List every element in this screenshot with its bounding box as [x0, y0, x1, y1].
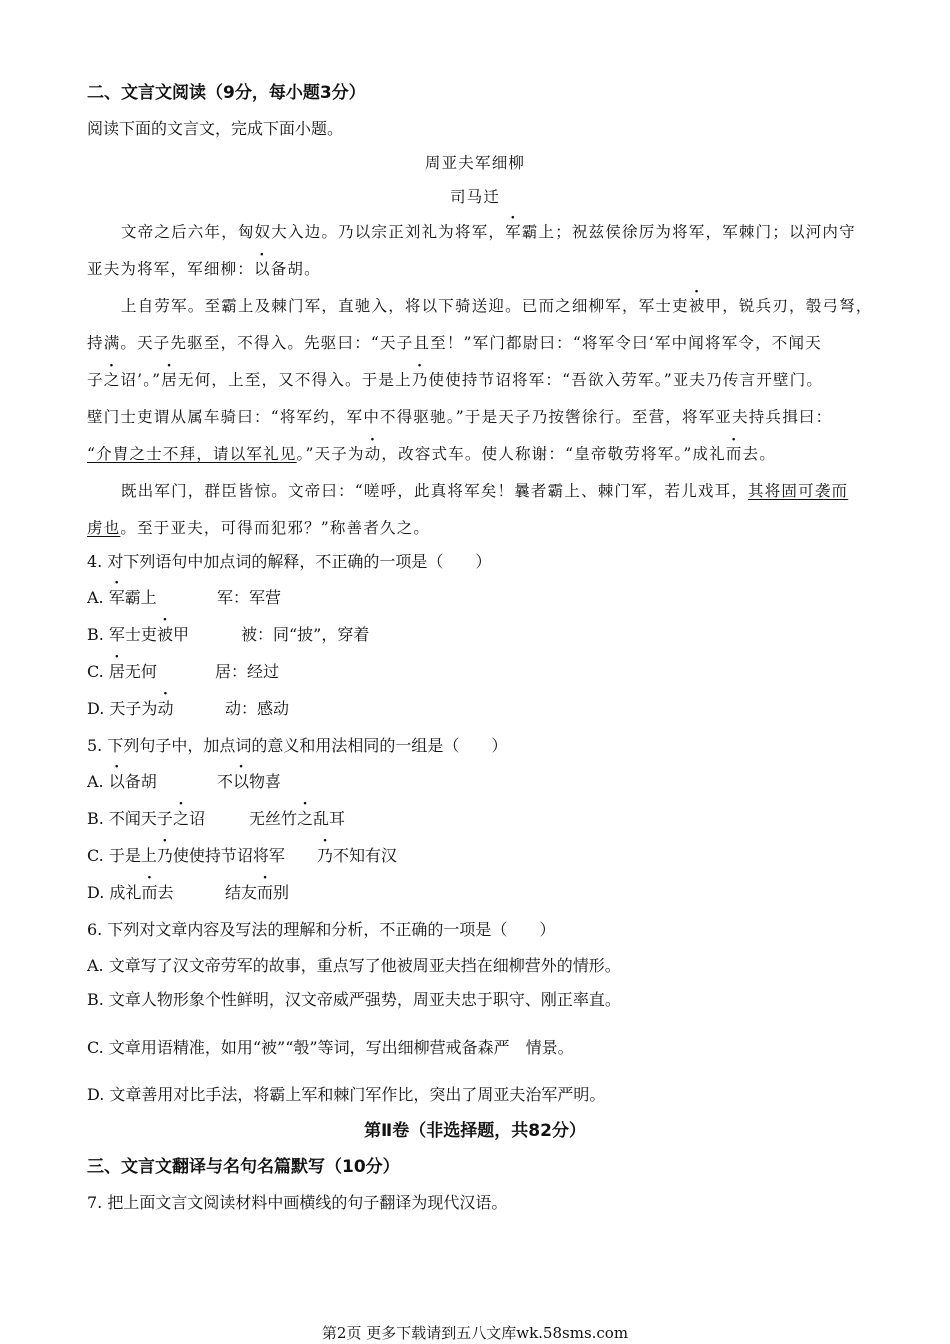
q4-option-b[interactable]: B. 军士吏被甲 — [87, 625, 189, 644]
section-2-heading: 二、文言文阅读（9分，每小题3分） — [87, 83, 366, 103]
q4-option-b-explanation: 被：同“披”，穿着 — [241, 625, 370, 644]
passage-author: 司马迁 — [449, 188, 501, 206]
dotted-char: 乃 — [156, 846, 173, 865]
underlined-sentence-2-end: 虏也 — [87, 519, 121, 537]
dotted-char: 动 — [157, 699, 174, 718]
underlined-sentence-2: 其将固可袭而 — [748, 482, 849, 500]
q5-option-b[interactable]: B. 不闻天子之诏 — [87, 809, 205, 828]
dotted-char: 居 — [108, 662, 125, 681]
dotted-char: 而 — [141, 883, 158, 902]
q5-option-d[interactable]: D. 成礼而去 — [87, 883, 174, 902]
dotted-char: 以 — [254, 260, 271, 278]
dotted-char: 乃 — [317, 846, 334, 865]
dotted-char: 而 — [725, 445, 743, 463]
dotted-char: 乃 — [411, 371, 429, 389]
q5-option-a[interactable]: A. 以备胡 — [87, 772, 157, 791]
q4-option-c-explanation: 居：经过 — [215, 662, 280, 681]
question-5-stem: 5. 下列句子中，加点词的意义和用法相同的一组是（ ） — [87, 736, 508, 755]
q5-option-c-compare: 乃不知有汉 — [317, 846, 398, 865]
dotted-char: 居 — [161, 371, 179, 389]
dotted-char: 而 — [257, 883, 274, 902]
passage-line-1: 文帝之后六年，匈奴大入边。乃以宗正刘礼为将军，军霸上；祝兹侯徐厉为将军，军棘门；以河内守 — [121, 223, 856, 241]
q4-option-a[interactable]: A. 军霸上 — [87, 588, 157, 607]
q4-option-c[interactable]: C. 居无何 — [87, 662, 157, 681]
part-2-heading: 第Ⅱ卷（非选择题，共82分） — [364, 1121, 586, 1141]
dotted-char: 被 — [688, 297, 706, 315]
passage-line-9: 虏也。至于亚夫，可得而犯邪？”称善者久之。 — [87, 519, 431, 537]
q6-option-d[interactable]: D. 文章善用对比手法，将霸上军和棘门军作比，突出了周亚夫治军严明。 — [87, 1085, 606, 1104]
passage-line-5: 子之诏’。”居无何，上至，又不得入。于是上乃使使持节诏将军：“吾欲入劳军。”亚夫乃传言开壁门。 — [87, 371, 824, 389]
q4-option-d[interactable]: D. 天子为动 — [87, 699, 174, 718]
passage-title: 周亚夫军细柳 — [424, 154, 526, 172]
passage-line-4: 持满。天子先驱至，不得入。先驱曰：“天子且至！”军门都尉曰：“将军令曰‘军中闻将军令，不闻天 — [87, 334, 822, 352]
dotted-char: 之 — [297, 809, 314, 828]
passage-line-3: 上自劳军。至霸上及棘门军，直驰入，将以下骑送迎。已而之细柳军，军士吏被甲，锐兵刃，彀弓弩， — [121, 297, 873, 315]
q4-option-d-explanation: 动：感动 — [225, 699, 290, 718]
passage-line-7: “介胄之士不拜，请以军礼见。”天子为动，改容式车。使人称谢：“皇帝敬劳将军。”成礼而去。 — [87, 445, 777, 463]
q5-option-c[interactable]: C. 于是上乃使使持节诏将军 — [87, 846, 285, 865]
section-2-instruction: 阅读下面的文言文，完成下面小题。 — [87, 119, 344, 138]
question-7-stem: 7. 把上面文言文阅读材料中画横线的句子翻译为现代汉语。 — [87, 1193, 508, 1212]
passage-line-6: 壁门士吏谓从属车骑曰：“将军约，军中不得驱驰。”于是天子乃按辔徐行。至营，将军亚夫持兵揖曰： — [87, 408, 833, 426]
dotted-char: 以 — [108, 772, 125, 791]
dotted-char: 军 — [505, 223, 522, 241]
q6-option-a[interactable]: A. 文章写了汉文帝劳军的故事，重点写了他被周亚夫挡在细柳营外的情形。 — [87, 956, 621, 975]
dotted-char: 以 — [233, 772, 250, 791]
section-3-heading: 三、文言文翻译与名句名篇默写（10分） — [87, 1157, 400, 1177]
q5-option-b-compare: 无丝竹之乱耳 — [249, 809, 346, 828]
dotted-char: 动 — [364, 445, 382, 463]
dotted-char: 军 — [108, 588, 125, 607]
dotted-char: 被 — [156, 625, 173, 644]
passage-line-8: 既出军门，群臣皆惊。文帝曰：“嗟呼，此真将军矣！曩者霸上、棘门军，若儿戏耳，其将固可袭而 — [121, 482, 849, 500]
dotted-char: 之 — [103, 371, 121, 389]
q4-option-a-explanation: 军：军营 — [217, 588, 282, 607]
question-6-stem: 6. 下列对文章内容及写法的理解和分析，不正确的一项是（ ） — [87, 920, 556, 939]
passage-line-2: 亚夫为将军，军细柳：以备胡。 — [87, 260, 321, 278]
q6-option-c[interactable]: C. 文章用语精准，如用“被”“彀”等词，写出细柳营戒备森严 情景。 — [87, 1038, 574, 1057]
q6-option-b[interactable]: B. 文章人物形象个性鲜明，汉文帝威严强势，周亚夫忠于职守、刚正率直。 — [87, 990, 621, 1009]
q5-option-a-compare: 不以物喜 — [217, 772, 282, 791]
underlined-sentence-1: “介胄之士不拜，请以军礼见 — [87, 445, 297, 463]
dotted-char: 之 — [172, 809, 189, 828]
q5-option-d-compare: 结友而别 — [225, 883, 290, 902]
question-4-stem: 4. 对下列语句中加点词的解释，不正确的一项是（ ） — [87, 552, 492, 571]
page-footer: 第2页 更多下载请到五八文库wk.58sms.com — [321, 1324, 629, 1342]
